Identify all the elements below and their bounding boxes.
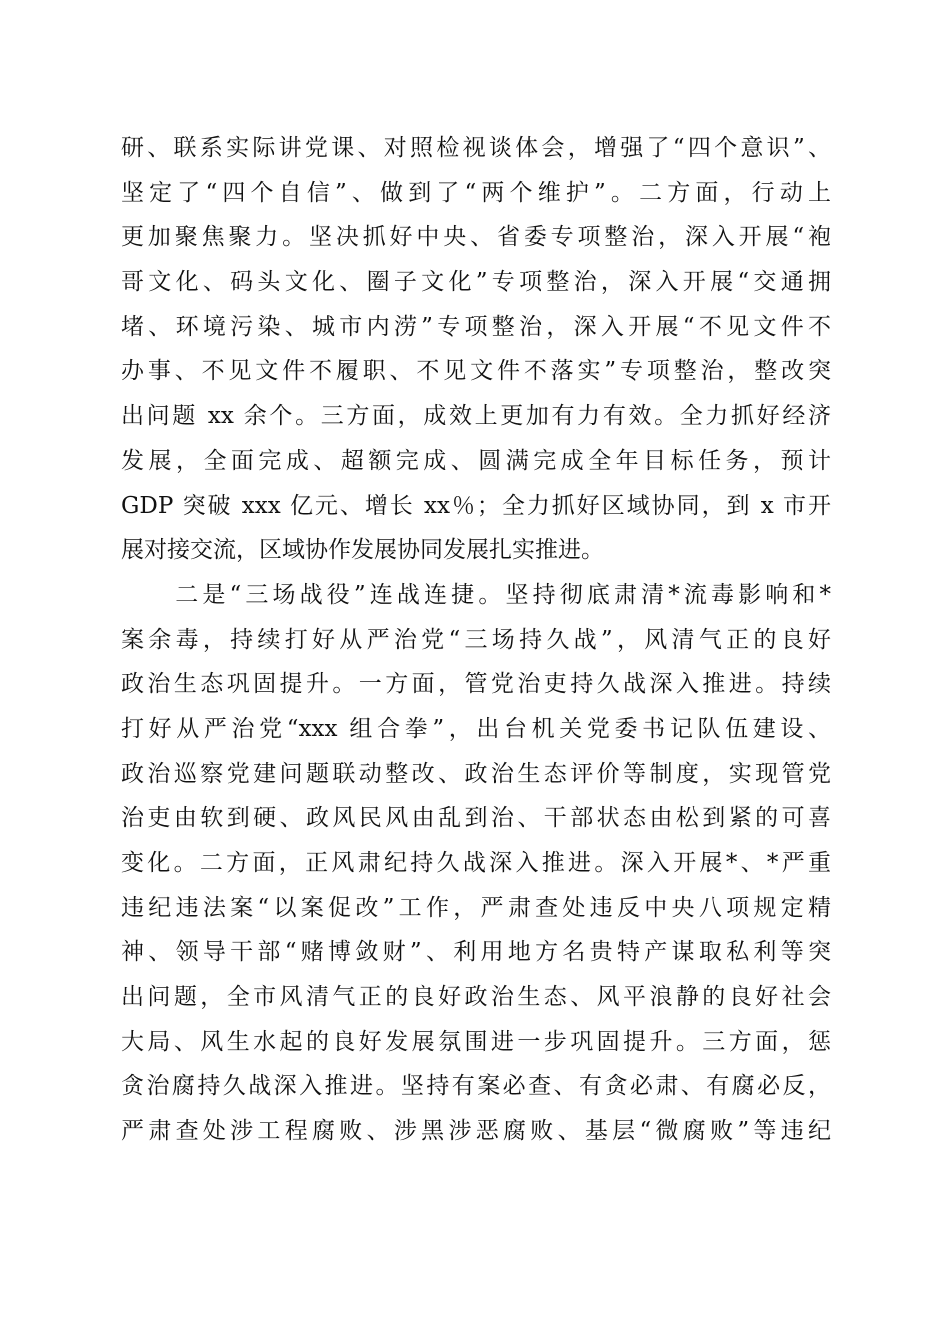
text-line: 坚定了“四个自信”、做到了“两个维护”。二方面，行动上 <box>121 179 831 206</box>
text-line: 出问题，全市风清气正的良好政治生态、风平浪静的良好社会 <box>121 984 831 1011</box>
text-line: 严肃查处涉工程腐败、涉黑涉恶腐败、基层“微腐败”等违纪 <box>121 1118 831 1145</box>
text-line: 哥文化、码头文化、圈子文化”专项整治，深入开展“交通拥 <box>121 269 831 296</box>
text-line: 贪治腐持久战深入推进。坚持有案必查、有贪必肃、有腐必反， <box>121 1073 831 1100</box>
text-line: 堵、环境污染、城市内涝”专项整治，深入开展“不见文件不 <box>121 313 831 340</box>
text-line: 出问题 xx 余个。三方面，成效上更加有力有效。全力抓好经济 <box>121 403 831 430</box>
text-line: 违纪违法案“以案促改”工作，严肃查处违反中央八项规定精 <box>121 894 831 921</box>
text-line: 办事、不见文件不履职、不见文件不落实”专项整治，整改突 <box>121 358 831 385</box>
text-line: 治吏由软到硬、政风民风由乱到治、干部状态由松到紧的可喜 <box>121 805 831 832</box>
text-line: 打好从严治党“xxx 组合拳”，出台机关党委书记队伍建设、 <box>121 715 831 742</box>
text-line: 神、领导干部“赌博敛财”、利用地方名贵特产谋取私利等突 <box>121 939 831 966</box>
text-line: 变化。二方面，正风肃纪持久战深入推进。深入开展*、*严重 <box>121 850 831 876</box>
text-line: GDP 突破 xxx 亿元、增长 xx％；全力抓好区域协同，到 x 市开 <box>121 492 831 519</box>
text-line: 大局、风生水起的良好发展氛围进一步巩固提升。三方面，惩 <box>121 1028 831 1055</box>
text-line: 政治巡察党建问题联动整改、政治生态评价等制度，实现管党 <box>121 760 831 787</box>
text-line: 更加聚焦聚力。坚决抓好中央、省委专项整治，深入开展“袍 <box>121 224 831 251</box>
text-line: 研、联系实际讲党课、对照检视谈体会，增强了“四个意识”、 <box>121 135 831 161</box>
text-line: 政治生态巩固提升。一方面，管党治吏持久战深入推进。持续 <box>121 671 831 698</box>
body-text <box>121 126 831 1154</box>
paragraph-end-line: 展对接交流，区域协作发展协同发展扎实推进。 <box>121 537 604 564</box>
section-heading-line: 二是“三场战役”连战连捷。坚持彻底肃清*流毒影响和* <box>121 581 831 608</box>
text-line: 发展，全面完成、超额完成、圆满完成全年目标任务，预计 <box>121 447 831 474</box>
text-line: 案余毒，持续打好从严治党“三场持久战”，风清气正的良好 <box>121 626 831 653</box>
